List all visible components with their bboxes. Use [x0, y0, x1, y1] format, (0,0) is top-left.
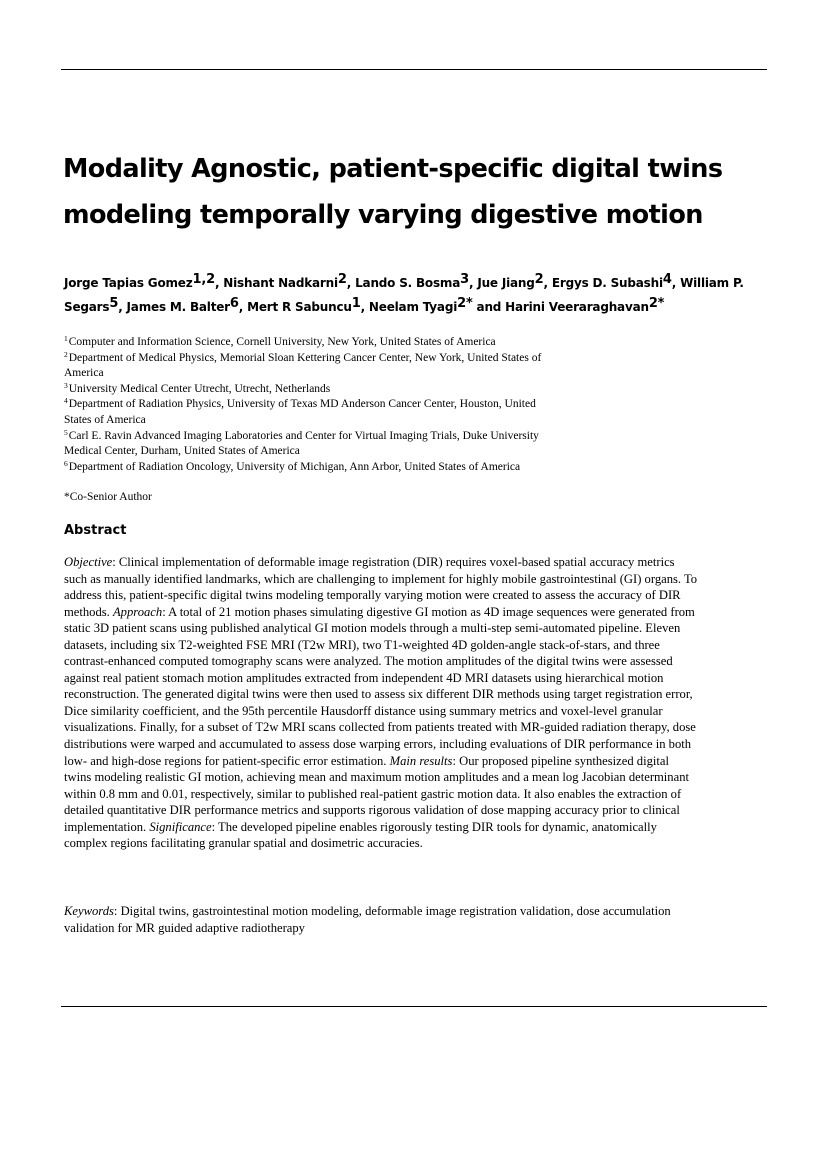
author-affiliation-marker: 4 — [662, 272, 672, 287]
author-name: Segars — [64, 300, 110, 314]
affiliation-text: Computer and Information Science, Cornell University, New York, United States of America — [68, 336, 496, 348]
author-line — [64, 271, 764, 295]
affiliation-item — [64, 335, 604, 351]
text-run: address this, patient-specific digital twins modeling temporally varying motion were created to assess the accuracy of DIR — [64, 588, 681, 603]
text-line — [64, 819, 767, 836]
author-name: Mert R Sabuncu — [247, 300, 352, 314]
text-run: such as manually identified landmarks, which are challenging to implement for highly mobile gastrointestinal (GI) organs. To — [64, 571, 698, 586]
text-run: Dice similarity coefficient, and the 95th percentile Hausdorff distance using summary metrics and voxel-level granular — [64, 703, 663, 718]
text-run: : A total of 21 motion phases simulating digestive GI motion as 4D image sequences were generated from — [162, 604, 695, 619]
text-run: : The developed pipeline enables rigorously testing DIR tools for dynamic, anatomically — [211, 819, 657, 834]
author-list — [64, 271, 764, 319]
text-line — [64, 769, 767, 786]
author-name: Neelam Tyagi — [368, 300, 458, 314]
affiliation-text: America — [64, 367, 104, 380]
text-run: : Our proposed pipeline synthesized digital — [452, 753, 669, 768]
author-separator: , — [118, 300, 127, 314]
author-separator: , — [543, 276, 552, 290]
author-name: Jorge Tapias Gomez — [64, 276, 193, 290]
author-affiliation-marker: 1 — [351, 296, 361, 311]
author-affiliation-marker: 2* — [648, 296, 665, 311]
text-run: detailed quantitative DIR performance metrics and supports rigorous validation of dose mapping accuracy prior to clinical — [64, 803, 680, 818]
text-line — [64, 686, 767, 703]
bottom-rule — [61, 1006, 767, 1007]
text-line — [64, 920, 767, 937]
author-affiliation-marker: 1,2 — [192, 272, 215, 287]
text-line — [64, 736, 767, 753]
text-line — [64, 719, 767, 736]
affiliation-text: Carl E. Ravin Advanced Imaging Laboratories and Center for Virtual Imaging Trials, Duke University — [68, 429, 539, 442]
text-run: static 3D patient scans using published analytical GI motion models through a multi-step semi-automated pipeline. Eleven — [64, 621, 681, 636]
co-senior-author-note: *Co-Senior Author — [64, 491, 152, 503]
text-run: methods. — [64, 604, 113, 619]
text-line — [64, 802, 767, 819]
author-name: William P. — [680, 276, 744, 290]
text-run: : Digital twins, gastrointestinal motion modeling, deformable image registration validation, dose accumulation — [113, 904, 671, 918]
affiliation-item — [64, 382, 604, 398]
author-affiliation-marker: 2 — [534, 272, 544, 287]
affiliation-item — [64, 397, 604, 428]
italic-term: Main results — [389, 753, 453, 768]
affiliation-list — [64, 335, 604, 475]
author-separator: , — [671, 276, 681, 290]
author-affiliation-marker: 6 — [229, 296, 239, 311]
author-name: Ergys D. Subashi — [551, 276, 663, 290]
italic-term: Significance — [149, 819, 212, 834]
affiliation-number: 1 — [64, 334, 68, 343]
abstract-heading: Abstract — [64, 523, 127, 538]
author-affiliation-marker: 3 — [460, 272, 469, 287]
affiliation-item — [64, 429, 604, 460]
author-name: James M. Balter — [126, 300, 230, 314]
text-run: distributions were warped and accumulated to assess dose warping errors, including evaluations of DIR performance in both — [64, 737, 692, 752]
author-separator: and — [472, 300, 506, 314]
text-line — [64, 571, 767, 588]
author-affiliation-marker: 2* — [457, 296, 473, 311]
text-run: low- and high-dose regions for patient-specific error estimation. — [64, 753, 390, 768]
affiliation-text: States of America — [64, 413, 146, 426]
text-run: datasets, including six T2-weighted FSE MRI (T2w MRI), two T1-weighted 4D golden-angle stack-of-stars, and three — [64, 637, 660, 652]
text-line — [64, 753, 767, 770]
affiliation-text: Department of Medical Physics, Memorial Sloan Kettering Cancer Center, New York, United States of — [68, 351, 542, 364]
title-line: modeling temporally varying digestive motion — [63, 200, 703, 230]
affiliation-text: Department of Radiation Oncology, University of Michigan, Ann Arbor, United States of America — [68, 460, 521, 473]
text-line — [64, 903, 767, 920]
text-run: reconstruction. The generated digital twins were then used to assess six different DIR methods using target registration error, — [64, 687, 693, 702]
paper-title — [63, 146, 763, 238]
text-run: contrast-enhanced computed tomography scans were analyzed. The motion amplitudes of the digital twins were assessed — [64, 654, 673, 669]
affiliation-item — [64, 351, 604, 382]
affiliation-number: 4 — [64, 396, 68, 406]
author-separator: , — [468, 276, 478, 290]
title-line: Modality Agnostic, patient-specific digital twins — [63, 154, 723, 184]
author-name: Lando S. Bosma — [355, 276, 461, 290]
author-affiliation-marker: 5 — [109, 296, 119, 311]
affiliation-number: 3 — [64, 380, 68, 390]
text-line — [64, 637, 767, 654]
author-name: Harini Veeraraghavan — [505, 300, 649, 314]
author-separator: , — [346, 276, 356, 290]
author-affiliation-marker: 2 — [337, 272, 347, 287]
text-run: within 0.8 mm and 0.01, respectively, similar to published real-patient gastric motion data. It also enables the extraction of — [64, 786, 682, 801]
text-line — [64, 835, 767, 852]
text-run: validation for MR guided adaptive radiotherapy — [64, 920, 305, 935]
text-run: complex regions facilitating granular spatial and dosimetric accuracies. — [64, 836, 423, 851]
affiliation-item — [64, 460, 604, 476]
text-run: against real patient stomach motion amplitudes extracted from independent 4D MRI datasets using hierarchical motion — [64, 670, 664, 685]
text-run: twins modeling realistic GI motion, achieving mean and maximum motion amplitudes and a mean log Jacobian determinant — [64, 770, 689, 785]
italic-term: Approach — [112, 604, 163, 619]
affiliation-number: 2 — [64, 349, 68, 359]
affiliation-text: University Medical Center Utrecht, Utrecht, Netherlands — [68, 382, 331, 395]
author-name: Jue Jiang — [477, 276, 535, 290]
text-line — [64, 786, 767, 803]
keywords-paragraph — [64, 903, 767, 936]
affiliation-text: Medical Center, Durham, United States of America — [64, 445, 300, 458]
text-run: implementation. — [64, 819, 150, 834]
text-run: : Clinical implementation of deformable image registration (DIR) requires voxel-based spatial accuracy metrics — [112, 555, 675, 569]
text-run: visualizations. Finally, for a subset of T2w MRI scans collected from patients treated with MR-guided radiation therapy, dose — [64, 720, 696, 735]
author-name: Nishant Nadkarni — [223, 276, 338, 290]
author-line — [64, 295, 764, 319]
affiliation-text: Department of Radiation Physics, University of Texas MD Anderson Cancer Center, Houston, United — [68, 398, 536, 411]
affiliation-number: 5 — [64, 427, 68, 437]
text-line — [64, 604, 767, 621]
top-rule — [61, 69, 767, 70]
text-line — [64, 587, 767, 604]
italic-term: Objective — [64, 555, 113, 569]
author-separator: , — [214, 276, 224, 290]
text-line — [64, 653, 767, 670]
text-line — [64, 554, 767, 571]
abstract-body — [64, 554, 767, 852]
author-separator: , — [360, 300, 369, 314]
text-line — [64, 620, 767, 637]
text-line — [64, 670, 767, 687]
text-line — [64, 703, 767, 720]
author-separator: , — [238, 300, 248, 314]
affiliation-number: 6 — [64, 458, 68, 468]
italic-term: Keywords — [64, 904, 114, 918]
